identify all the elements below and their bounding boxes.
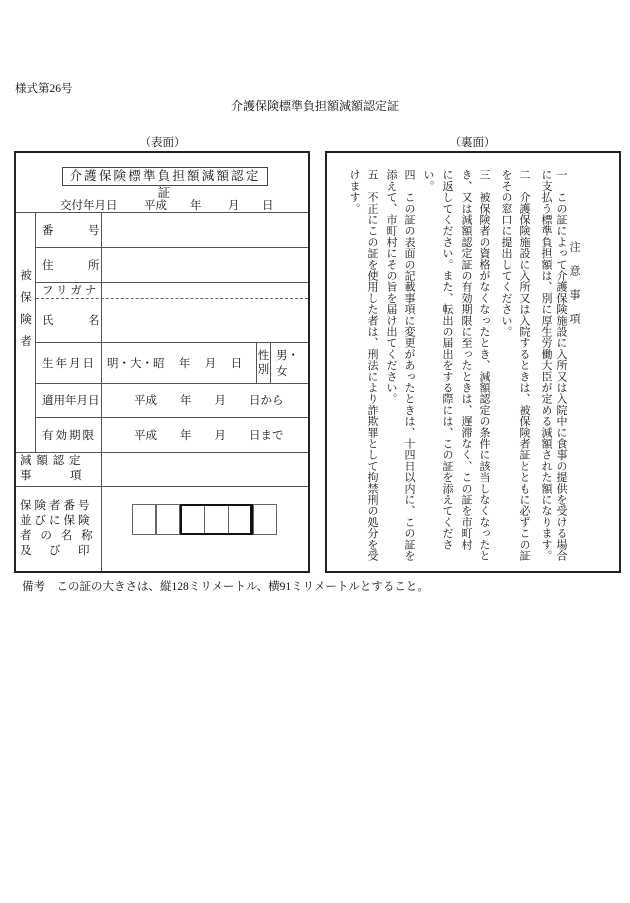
- birth-date-label: 生年月日: [42, 357, 96, 370]
- name-label: 氏 名: [42, 315, 100, 327]
- note-column: 一 この証によって介護保険施設に入所又は入院中に食事の提供を受ける場合: [555, 169, 567, 561]
- card-title: 介護保険標準負担額減額認定証: [62, 167, 268, 186]
- reduction-label-line: 減 額 認 定: [20, 455, 82, 467]
- note-column: 添えて、市町村にその旨を届け出てください。: [385, 169, 397, 405]
- insurer-digit-box: [204, 504, 228, 535]
- insurer-label-line: 及 び 印: [20, 544, 93, 557]
- note-column: き、又は減額認定証の有効期限に至ったときは、遅滞なく、この証を市町村: [460, 169, 472, 550]
- insured-char: 険: [20, 314, 32, 326]
- insurer-digit-box: [253, 504, 277, 535]
- note-column: 二 介護保険施設に入所又は入院するときは、被保険者証とともに必ずこの証: [518, 169, 530, 561]
- back-caption: （裏面）: [449, 137, 496, 149]
- expiry-label: 有効期限: [42, 429, 96, 442]
- insurer-label: [20, 486, 100, 571]
- insured-char: 被: [20, 270, 32, 282]
- note-column: 四 この証の表面の記載事項に変更があったときは、十四日以内に、この証を: [403, 169, 415, 561]
- back-card: [325, 151, 621, 573]
- front-caption: （表面）: [139, 137, 186, 149]
- note-column: をその窓口に提出してください。: [500, 169, 512, 337]
- sex-char: 性: [257, 349, 270, 362]
- form-number: 様式第26号: [15, 83, 73, 95]
- birth-date-value: 明・大・昭 年 月 日: [107, 357, 243, 370]
- insurer-digit-box: [180, 504, 204, 535]
- notes-title: 注 意 事 項: [568, 241, 580, 325]
- issue-date-day: 日: [262, 200, 274, 212]
- note-column: に支払う標準負担額は、別に厚生労働大臣が定める減額された額になります。: [540, 169, 552, 561]
- insured-char: 保: [20, 292, 32, 304]
- number-label: 番 号: [42, 224, 100, 237]
- address-label: 住 所: [42, 259, 100, 272]
- document-title: 介護保険標準負担額減額認定証: [230, 99, 399, 113]
- applicable-date-value: 平成 年 月 日から: [134, 395, 284, 407]
- reduction-label: [20, 452, 98, 486]
- note-column: に返してください。また、転出の届出をする際には、この証を添えてくださ: [441, 169, 453, 550]
- issue-date-month: 月: [228, 200, 240, 212]
- insured-char: 者: [20, 336, 32, 348]
- note-column: 三 被保険者の資格がなくなったとき、減額認定の条件に該当しなくなったと: [478, 169, 490, 561]
- insurer-digit-box: [228, 504, 252, 535]
- sex-label: [257, 342, 270, 383]
- insurer-label-line: 並びに保険: [20, 514, 93, 527]
- reduction-label-line: 事 項: [20, 470, 83, 482]
- issue-date-label: 交付年月日: [60, 200, 118, 212]
- note-column: 五 不正にこの証を使用した者は、刑法により詐欺罪として拘禁刑の処分を受: [366, 169, 378, 561]
- note-column: い。: [422, 169, 434, 192]
- insurer-digit-box: [132, 504, 156, 535]
- insurer-digit-box: [156, 504, 180, 535]
- sex-char: 別: [257, 363, 270, 376]
- footnote: 備考 この証の大きさは、縦128ミリメートル、横91ミリメートルとすること。: [22, 581, 429, 593]
- insurer-label-line: 者 の 名 称: [20, 529, 96, 542]
- sex-value: 男・女: [276, 349, 299, 378]
- expiry-value: 平成 年 月 日まで: [134, 429, 284, 442]
- applicable-date-label: 適用年月日: [42, 395, 100, 407]
- note-column: けます。: [348, 169, 360, 214]
- furigana-label: フリガナ: [42, 285, 100, 297]
- issue-date-year: 年: [190, 200, 202, 212]
- insurer-label-line: 保険者番号: [20, 499, 93, 512]
- insured-person-label: [19, 265, 33, 353]
- issue-date-era: 平成: [144, 200, 167, 212]
